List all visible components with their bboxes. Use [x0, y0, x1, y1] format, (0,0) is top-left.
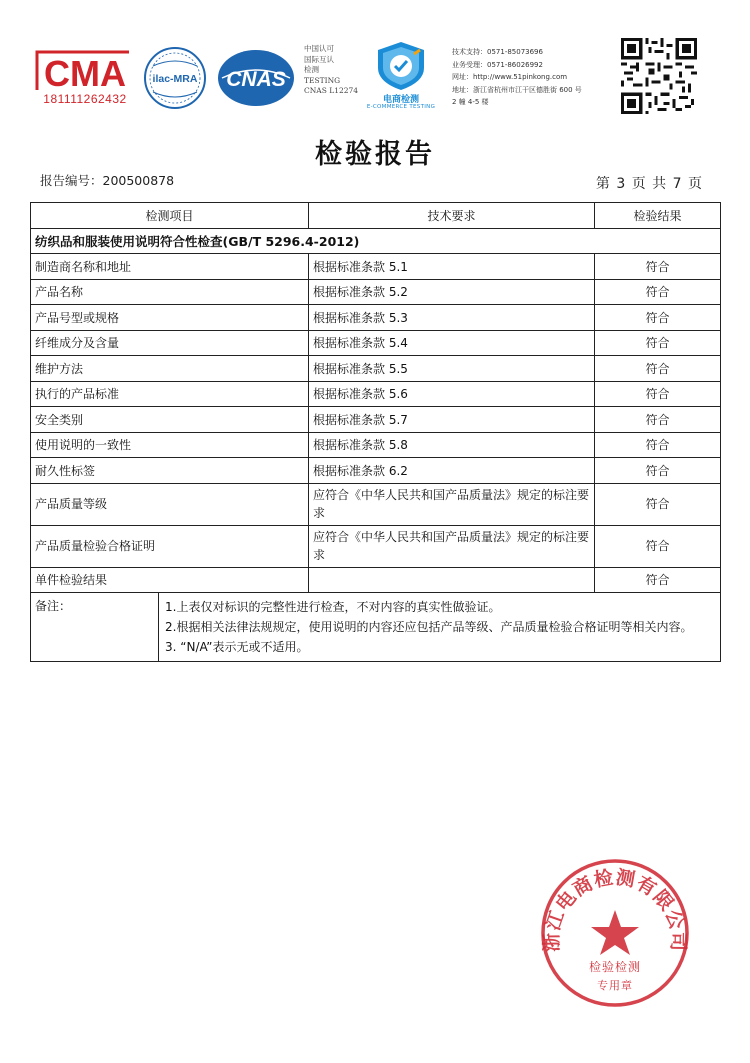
- inspection-table: [30, 202, 721, 662]
- table-row: [31, 458, 721, 484]
- row-item: 耐久性标签: [31, 458, 309, 484]
- table-row: [31, 567, 721, 593]
- row-requirement: 根据标准条款 5.3: [309, 305, 595, 331]
- contact-info: [452, 46, 612, 109]
- row-item: 纤维成分及含量: [31, 330, 309, 356]
- contact-business: 业务受理：0571-86026992: [452, 60, 543, 69]
- cnas-info-line: 国际互认: [304, 54, 334, 64]
- row-item: 产品质量等级: [31, 483, 309, 525]
- qr-code: [621, 38, 697, 114]
- table-row: [31, 483, 721, 525]
- table-row: [31, 330, 721, 356]
- row-result: 符合: [595, 483, 721, 525]
- ilac-mra-logo: [143, 46, 207, 110]
- header-result: 检验结果: [595, 203, 721, 229]
- row-item: 产品质量检验合格证明: [31, 525, 309, 567]
- row-requirement: 根据标准条款 5.8: [309, 432, 595, 458]
- row-requirement: 根据标准条款 5.2: [309, 279, 595, 305]
- contact-website: 网址：http://www.51pinkong.com: [452, 73, 568, 81]
- row-result: 符合: [595, 305, 721, 331]
- cma-logo-text: CMA: [44, 53, 126, 94]
- row-requirement: 应符合《中华人民共和国产品质量法》规定的标注要求: [309, 483, 595, 525]
- row-requirement: 根据标准条款 5.5: [309, 356, 595, 382]
- seal-ring-text: 浙江电商检测有限公司: [540, 866, 690, 953]
- row-item: 产品号型或规格: [31, 305, 309, 331]
- cnas-info-line: TESTING: [304, 75, 341, 85]
- row-requirement: 根据标准条款 5.6: [309, 381, 595, 407]
- row-requirement: 应符合《中华人民共和国产品质量法》规定的标注要求: [309, 525, 595, 567]
- row-result: 符合: [595, 567, 721, 593]
- table-header-row: [31, 203, 721, 229]
- row-requirement: 根据标准条款 6.2: [309, 458, 595, 484]
- row-requirement: [309, 567, 595, 593]
- notes-content: [159, 593, 721, 662]
- cnas-logo: [216, 48, 296, 108]
- cnas-info: [304, 44, 374, 97]
- cnas-info-line: 中国认可: [304, 44, 334, 53]
- ec-logo-subtitle: E-COMMERCE TESTING: [366, 104, 436, 110]
- notes-row: [31, 593, 721, 662]
- table-row: [31, 432, 721, 458]
- table-row: [31, 407, 721, 433]
- note-item: 1.上表仅对标识的完整性进行检查，不对内容的真实性做验证。: [165, 600, 501, 614]
- row-result: 符合: [595, 356, 721, 382]
- row-requirement: 根据标准条款 5.4: [309, 330, 595, 356]
- cnas-logo-text: CNAS: [226, 68, 286, 91]
- row-result: 符合: [595, 525, 721, 567]
- cnas-info-line: CNAS L12274: [304, 86, 359, 95]
- note-item: 3. “N/A”表示无或不适用。: [165, 640, 309, 654]
- table-row: [31, 381, 721, 407]
- contact-tech-support: 技术支持：0571-85073696: [452, 48, 543, 56]
- row-result: 符合: [595, 330, 721, 356]
- header-item: 检测项目: [31, 203, 309, 229]
- seal-line2: 专用章: [597, 979, 633, 992]
- report-title: 检验报告: [315, 139, 435, 170]
- table-row: [31, 356, 721, 382]
- row-item: 制造商名称和地址: [31, 254, 309, 280]
- row-item: 使用说明的一致性: [31, 432, 309, 458]
- row-result: 符合: [595, 432, 721, 458]
- notes-label: 备注：: [31, 593, 159, 662]
- report-header: [0, 0, 750, 130]
- row-item: 单件检验结果: [31, 567, 309, 593]
- row-item: 产品名称: [31, 279, 309, 305]
- cma-number: 181111262432: [43, 92, 127, 106]
- contact-address-line2: 2 幢 4-5 楼: [452, 98, 489, 106]
- row-item: 安全类别: [31, 407, 309, 433]
- table-row: [31, 525, 721, 567]
- row-result: 符合: [595, 458, 721, 484]
- row-item: 维护方法: [31, 356, 309, 382]
- table-row: [31, 279, 721, 305]
- row-requirement: 根据标准条款 5.1: [309, 254, 595, 280]
- row-item: 执行的产品标准: [31, 381, 309, 407]
- header-requirement: 技术要求: [309, 203, 595, 229]
- table-row: [31, 305, 721, 331]
- contact-address: 地址：浙江省杭州市江干区德胜街 600 号: [452, 85, 582, 94]
- table-row: [31, 254, 721, 280]
- row-result: 符合: [595, 407, 721, 433]
- ec-logo-title: 电商检测: [382, 95, 419, 105]
- cnas-info-line: 检测: [304, 65, 319, 74]
- ilac-text: ilac-MRA: [152, 73, 198, 85]
- row-result: 符合: [595, 279, 721, 305]
- row-requirement: 根据标准条款 5.7: [309, 407, 595, 433]
- seal-line1: 检验检测: [588, 960, 641, 974]
- page-indicator: 第 3 页 共 7 页: [595, 176, 702, 192]
- row-result: 符合: [595, 254, 721, 280]
- report-number: 报告编号：200500878: [40, 173, 175, 188]
- note-item: 2.根据相关法律法规规定，使用说明的内容还应包括产品等级、产品质量检验合格证明等相关内容。: [165, 620, 693, 634]
- section-title: 纺织品和服装使用说明符合性检查(GB/T 5296.4-2012): [31, 228, 721, 254]
- section-row: [31, 228, 721, 254]
- row-result: 符合: [595, 381, 721, 407]
